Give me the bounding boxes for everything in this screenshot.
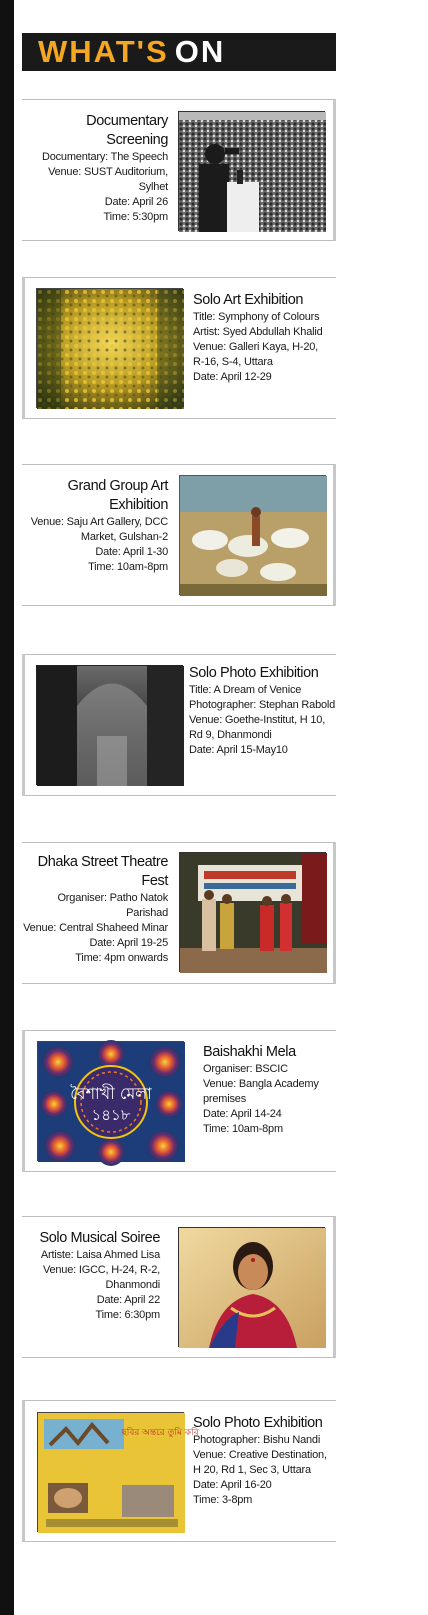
header-on: ON <box>174 34 226 69</box>
event-line: Photographer: Bishu Nandi <box>193 1434 321 1446</box>
event-card-solo-art <box>22 277 336 419</box>
mela-poster-year: ১৪১৮ <box>91 1106 131 1124</box>
event-line: Photographer: Stephan Rabold <box>189 699 336 711</box>
event-line: Time: 5:30pm <box>103 211 168 223</box>
documentary-photo <box>178 111 325 231</box>
event-line: Time: 4pm onwards <box>75 952 168 964</box>
event-title: Grand Group Art <box>67 478 168 494</box>
event-line: Time: 10am-8pm <box>203 1123 283 1135</box>
event-line: Date: April 1-30 <box>95 546 168 558</box>
event-line: Documentary: The Speech <box>41 151 168 163</box>
event-line: Venue: Saju Art Gallery, DCC <box>30 516 168 528</box>
event-line: Rd 9, Dhanmondi <box>189 729 272 741</box>
event-text <box>193 1414 339 1508</box>
event-title-continued: Exhibition <box>109 497 168 513</box>
event-title: Dhaka Street Theatre Fest <box>37 854 168 889</box>
event-line: Venue: Goethe-Institut, H 10, <box>189 714 326 726</box>
event-line: Market, Gulshan-2 <box>80 531 168 543</box>
event-line: Organiser: Patho Natok <box>57 892 168 904</box>
street-theatre-photo <box>179 852 326 972</box>
event-card-documentary <box>22 99 336 241</box>
art-painting-image <box>36 288 183 408</box>
event-line: Artist: Syed Abdullah Khalid <box>193 326 323 338</box>
event-text <box>203 1043 339 1137</box>
page-header <box>22 33 336 71</box>
event-line: R-16, S-4, Uttara <box>193 356 273 368</box>
event-line: Artiste: Laisa Ahmed Lisa <box>40 1249 160 1261</box>
event-line: Organiser: BSCIC <box>203 1063 288 1075</box>
venice-photo <box>36 665 183 785</box>
event-line: Date: April 22 <box>96 1294 160 1306</box>
event-card-group-art <box>22 464 336 606</box>
event-line: Date: April 16-20 <box>193 1479 272 1491</box>
event-card-baishakhi-mela <box>22 1030 336 1172</box>
event-line: Venue: Creative Destination, <box>193 1449 327 1461</box>
event-line: Venue: SUST Auditorium, <box>48 166 168 178</box>
event-line: Venue: Galleri Kaya, H-20, <box>193 341 319 353</box>
event-line: Sylhet <box>138 181 168 193</box>
event-text <box>189 664 339 758</box>
singer-portrait-photo <box>178 1227 325 1347</box>
event-title: Solo Photo Exhibition <box>193 1415 323 1431</box>
event-card-solo-photo-bishu <box>22 1400 336 1542</box>
event-line: Dhanmondi <box>105 1279 160 1291</box>
photo-exhibition-poster <box>37 1412 199 1532</box>
event-line: Date: April 26 <box>104 196 168 208</box>
event-title: Solo Art Exhibition <box>193 292 304 308</box>
event-text <box>18 853 168 966</box>
event-line: Date: April 14-24 <box>203 1108 282 1120</box>
event-title: Solo Photo Exhibition <box>189 665 319 681</box>
mela-poster-title: বৈশাখী মেলা <box>70 1084 152 1103</box>
event-line: Time: 10am-8pm <box>88 561 168 573</box>
event-text <box>22 112 168 225</box>
event-card-street-theatre <box>22 842 336 984</box>
event-text <box>22 1229 160 1323</box>
event-title: Documentary Screening <box>86 113 168 148</box>
event-line: Venue: Bangla Academy <box>203 1078 319 1090</box>
event-card-solo-photo-venice <box>22 654 336 796</box>
event-text <box>22 477 168 575</box>
event-line: Time: 6:30pm <box>95 1309 160 1321</box>
event-title: Solo Musical Soiree <box>39 1230 160 1246</box>
event-line: Date: April 19-25 <box>89 937 168 949</box>
event-line: Title: A Dream of Venice <box>189 684 302 696</box>
event-line: Title: Symphony of Colours <box>193 311 320 323</box>
left-margin-bar <box>0 0 14 1615</box>
event-line: Venue: IGCC, H-24, R-2, <box>42 1264 160 1276</box>
event-line: Date: April 12-29 <box>193 371 272 383</box>
event-title: Baishakhi Mela <box>203 1044 296 1060</box>
poster-bengali-text: ছবির অন্তরে তুমি কবি <box>121 1428 199 1438</box>
baishakhi-mela-poster <box>37 1041 184 1161</box>
event-line: Parishad <box>126 907 168 919</box>
event-line: Time: 3-8pm <box>193 1494 253 1506</box>
header-whats: WHAT'S <box>38 34 169 69</box>
event-text <box>193 291 339 385</box>
event-line: Venue: Central Shaheed Minar <box>23 922 168 934</box>
event-line: Date: April 15-May10 <box>189 744 288 756</box>
event-card-musical-soiree <box>22 1216 336 1358</box>
group-art-painting-image <box>179 475 326 595</box>
event-line: premises <box>203 1093 247 1105</box>
event-line: H 20, Rd 1, Sec 3, Uttara <box>193 1464 311 1476</box>
